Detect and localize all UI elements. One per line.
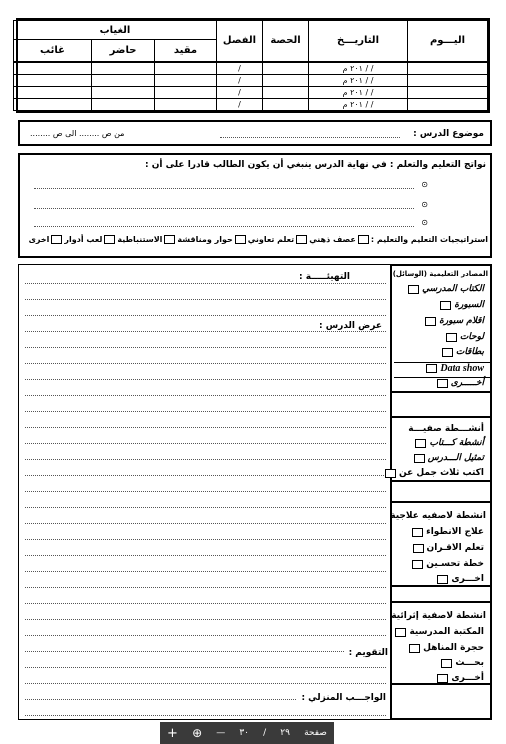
presentation-label: عرض الدرس :: [315, 321, 382, 331]
strategies-label: استراتيجيات التعليم والتعليم :: [370, 235, 488, 244]
writing-line[interactable]: [25, 635, 386, 636]
writing-line[interactable]: [25, 283, 386, 284]
table-row: [13, 62, 487, 75]
header-table: [16, 18, 490, 113]
enrichment-item[interactable]: بحـــث: [441, 658, 484, 668]
activity-checkbox[interactable]: [414, 454, 425, 463]
bullet-icon: ⊙: [421, 180, 428, 189]
writing-line[interactable]: [25, 475, 386, 476]
writing-line[interactable]: [25, 587, 386, 588]
writing-line[interactable]: [25, 603, 386, 604]
source-item[interactable]: السبورة: [440, 300, 484, 310]
remedial-item[interactable]: خطة تحسـين: [412, 559, 484, 569]
strategy-label: لعب أدوار: [64, 235, 103, 244]
bullet-icon: ⊙: [421, 218, 428, 227]
outcomes-title: نواتج التعليم والتعلم : في نهاية الدرس ينبغي أن يكون الطالب قادرا على أن :: [145, 160, 486, 170]
writing-line[interactable]: [25, 667, 386, 668]
homework-label: الواجـــب المنزلي :: [297, 693, 386, 703]
remedial-section: [392, 501, 490, 587]
present-header: حاضر: [92, 40, 155, 62]
class-activities-title: أنشـــطة صفيـــة: [408, 424, 484, 434]
source-checkbox[interactable]: [425, 317, 436, 326]
strategies-row: [29, 235, 488, 244]
sources-title: المصادر التعليمية (الوسائل): [392, 270, 488, 278]
enrichment-checkbox[interactable]: [395, 628, 406, 637]
outcomes-box: [18, 153, 492, 258]
writing-line[interactable]: [25, 411, 386, 412]
strategy-checkbox-2[interactable]: [235, 235, 246, 244]
strategy-label: اخرى: [28, 235, 50, 244]
writing-line[interactable]: [25, 491, 386, 492]
remedial-checkbox[interactable]: [413, 544, 424, 553]
page-total: ٣٠: [239, 728, 250, 738]
class-cell[interactable]: /: [217, 62, 263, 75]
zoom-icon[interactable]: ⊕: [192, 726, 203, 740]
writing-line[interactable]: [25, 347, 386, 348]
source-item[interactable]: Data show: [394, 362, 490, 374]
source-checkbox[interactable]: [440, 301, 451, 310]
day-header: اليـــوم: [408, 21, 488, 62]
source-item[interactable]: أخـــــرى: [394, 377, 490, 388]
writing-line[interactable]: [25, 555, 386, 556]
topic-box: [18, 120, 492, 146]
activity-checkbox[interactable]: [385, 469, 396, 478]
writing-line[interactable]: [25, 395, 386, 396]
source-checkbox[interactable]: [446, 333, 457, 342]
pdf-toolbar: [160, 722, 334, 744]
resources-sidebar: [390, 264, 492, 720]
page-separator: /: [263, 728, 267, 738]
strategy-checkbox-0[interactable]: [358, 235, 369, 244]
class-activities-section: [392, 416, 490, 482]
period-header: الحصة: [263, 21, 309, 62]
strategy-label: حوار ومناقشة: [177, 235, 233, 244]
table-row: [13, 74, 487, 86]
date-cell[interactable]: / / ٢٠١ م: [309, 86, 408, 98]
date-cell[interactable]: / / ٢٠١ م: [309, 62, 408, 75]
class-cell[interactable]: /: [217, 98, 263, 110]
activity-item[interactable]: أنشطة كـــتاب: [415, 438, 484, 448]
date-header: التاريـــخ: [309, 21, 408, 62]
enrichment-item[interactable]: حجرة المناهل: [409, 643, 484, 653]
remedial-item[interactable]: اخـــرى: [437, 574, 484, 584]
strategy-checkbox-4[interactable]: [104, 235, 115, 244]
source-item[interactable]: لوحات: [446, 332, 484, 342]
zoom-in-button[interactable]: +: [167, 725, 178, 741]
strategy-checkbox-5[interactable]: [51, 235, 62, 244]
activity-checkbox[interactable]: [415, 439, 426, 448]
writing-line[interactable]: [25, 331, 386, 332]
writing-line[interactable]: [25, 443, 386, 444]
enrichment-checkbox[interactable]: [437, 674, 448, 683]
writing-line[interactable]: [25, 523, 386, 524]
writing-line[interactable]: [25, 651, 386, 652]
writing-line[interactable]: [25, 683, 386, 684]
remedial-checkbox[interactable]: [412, 560, 423, 569]
class-cell[interactable]: /: [217, 86, 263, 98]
writing-line[interactable]: [25, 315, 386, 316]
source-checkbox[interactable]: [437, 379, 448, 388]
source-item[interactable]: بطاقات: [442, 347, 484, 357]
writing-line[interactable]: [25, 715, 386, 716]
intro-label: التهيئـــــة :: [295, 272, 350, 282]
strategy-checkbox-3[interactable]: [164, 235, 175, 244]
class-cell[interactable]: /: [217, 74, 263, 86]
remedial-checkbox[interactable]: [437, 575, 448, 584]
remedial-item[interactable]: علاج الانطواء: [412, 527, 484, 537]
page-label: صفحة: [304, 728, 327, 738]
strategy-label: عصف ذهني: [309, 235, 356, 244]
strategy-checkbox-1[interactable]: [296, 235, 307, 244]
source-checkbox[interactable]: [426, 364, 437, 373]
source-item[interactable]: اقلام سبورة: [425, 316, 484, 326]
enrichment-section: [392, 601, 490, 685]
page-current-input[interactable]: ٢٩: [280, 728, 290, 738]
remedial-item[interactable]: تعلم الاقـران: [413, 543, 484, 553]
source-item[interactable]: الكتاب المدرسي: [408, 284, 484, 294]
date-cell[interactable]: / / ٢٠١ م: [309, 98, 408, 110]
writing-line[interactable]: [25, 539, 386, 540]
writing-line[interactable]: [25, 507, 386, 508]
bullet-icon: ⊙: [421, 200, 428, 209]
enrichment-item[interactable]: أخـــرى: [437, 673, 484, 683]
remedial-title: انشطة لاصفيه علاجية: [390, 511, 486, 521]
evaluation-label: التقويم :: [345, 648, 388, 658]
enrichment-checkbox[interactable]: [409, 644, 420, 653]
absence-header: الغياب: [13, 21, 216, 40]
writing-line[interactable]: [25, 459, 386, 460]
date-cell[interactable]: / / ٢٠١ م: [309, 74, 408, 86]
strategy-label: تعلم تعاوني: [247, 235, 295, 244]
lesson-body: [18, 264, 390, 720]
topic-page-range[interactable]: من ص ........ الى ص ........: [30, 129, 125, 138]
registered-header: مقيد: [155, 40, 217, 62]
writing-line[interactable]: [25, 363, 386, 364]
table-row: [13, 86, 487, 98]
enrichment-title: انشطة لاصفية إثرائية: [391, 611, 486, 621]
zoom-out-button[interactable]: —: [216, 728, 226, 738]
activity-item[interactable]: اكتب ثلاث جمل عن: [385, 468, 484, 478]
sources-section: [392, 266, 490, 393]
enrichment-item[interactable]: المكتبة المدرسية: [395, 627, 484, 637]
class-header: الفصل: [217, 21, 263, 62]
writing-line[interactable]: [25, 571, 386, 572]
writing-line[interactable]: [25, 427, 386, 428]
enrichment-checkbox[interactable]: [441, 659, 452, 668]
writing-line[interactable]: [25, 379, 386, 380]
strategy-label: الاستنباطية: [117, 235, 163, 244]
source-checkbox[interactable]: [408, 285, 419, 294]
source-checkbox[interactable]: [442, 348, 453, 357]
absent-header: غائب: [13, 40, 91, 62]
topic-label: موضوع الدرس :: [413, 129, 484, 139]
activity-item[interactable]: تمثيل الـــدرس: [414, 453, 484, 463]
table-row: [13, 98, 487, 110]
writing-line[interactable]: [25, 299, 386, 300]
remedial-checkbox[interactable]: [412, 528, 423, 537]
writing-line[interactable]: [25, 619, 386, 620]
